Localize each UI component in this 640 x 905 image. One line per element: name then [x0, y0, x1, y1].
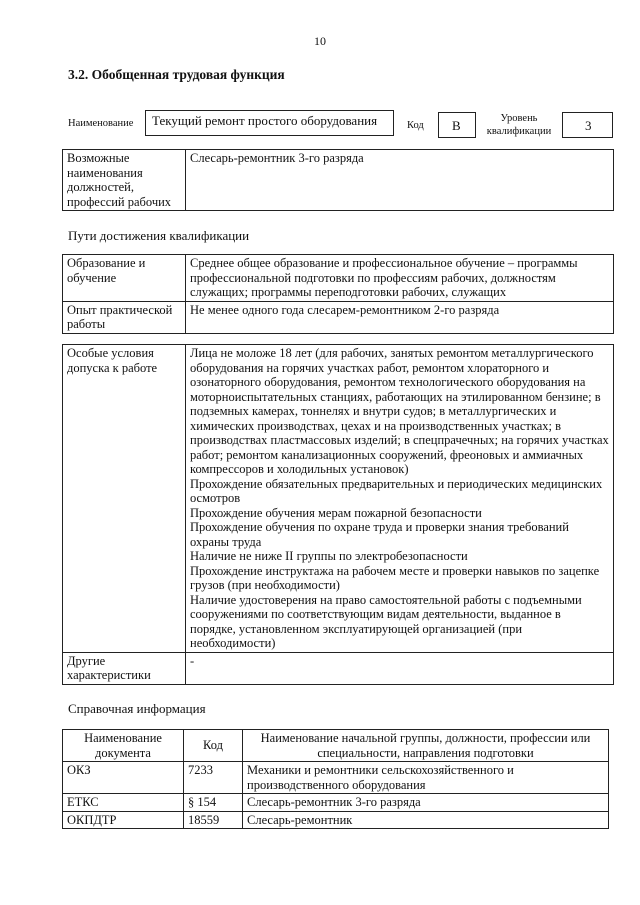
qualification-row-experience: [63, 301, 614, 333]
qualification-row-education: [63, 255, 614, 302]
reference-header-row: [63, 730, 609, 762]
reference-code: 18559: [184, 811, 243, 829]
positions-label-line: должностей,: [67, 180, 134, 194]
reference-name: Слесарь-ремонтник 3-го разряда: [243, 794, 609, 812]
conditions-table: [62, 344, 614, 685]
positions-table: [62, 149, 614, 211]
code-label: Код: [407, 120, 424, 131]
name-value: Текущий ремонт простого оборудования: [152, 113, 378, 128]
condition-paragraph: Прохождение обучения мерам пожарной безопасности: [190, 505, 482, 520]
education-value: Среднее общее образование и профессиональное обучение – программы профессиональной подготовки по профессиям рабочих, должностям служащих; программы переподготовки рабочих, служащих: [186, 255, 614, 302]
reference-row: [63, 811, 609, 829]
special-conditions-label: [63, 345, 186, 653]
condition-paragraph: Прохождение инструктажа на рабочем месте и проверки навыков по зацепке грузов (при необходимости): [190, 563, 600, 592]
positions-label-line: Возможные: [67, 151, 130, 165]
education-label-line: обучение: [67, 270, 117, 285]
section-heading: 3.2. Обобщенная трудовая функция: [68, 67, 285, 82]
experience-label: [63, 301, 186, 333]
reference-title: Справочная информация: [68, 701, 206, 716]
experience-label-line: работы: [67, 317, 106, 331]
special-conditions-label-line: допуска к работе: [67, 360, 158, 375]
experience-value: Не менее одного года слесарем-ремонтником 2-го разряда: [186, 301, 614, 333]
other-characteristics-label-line: Другие: [67, 653, 106, 668]
condition-paragraph: Прохождение обязательных предварительных и периодических медицинских осмотров: [190, 476, 603, 505]
level-label-line1: Уровень: [500, 113, 538, 124]
page-number: 10: [314, 34, 326, 48]
level-value: 3: [585, 118, 592, 133]
experience-label-line: Опыт практической: [67, 302, 173, 317]
reference-name: Механики и ремонтники сельскохозяйственного и производственного оборудования: [243, 762, 609, 794]
reference-name: Слесарь-ремонтник: [243, 811, 609, 829]
positions-label: [63, 150, 186, 211]
reference-header-name: Наименование начальной группы, должности, профессии или специальности, направления подготовки: [243, 730, 609, 762]
condition-paragraph: Лица не моложе 18 лет (для рабочих, занятых ремонтом металлургического оборудования на горячих участках работ, ремонтом хлораторного и озонаторного оборудования, ремонтом технологического оборудования на моторноиспытательных станциях, работающих на этилированном бензине; в подземных камерах, тоннелях и внутри судов; в металлургических и химических производствах, цехах и на производственных участках; в производствах пластмассовых изделий; в спецпрачечных; на горячих участках работ; ремонтом канализационных сооружений, фреоновых и аммиачных компрессоров и холодильных установок): [190, 346, 609, 476]
code-value-box: [438, 112, 476, 138]
positions-label-line: наименования: [67, 165, 143, 180]
other-characteristics-label-line: характеристики: [67, 668, 151, 682]
condition-paragraph: Наличие удостоверения на право самостоятельной работы с подъемными сооружениями по соответствующим видам деятельности, выданное в порядке, установленном эксплуатирующей организацией (при необходимости): [190, 592, 582, 650]
positions-label-line: профессий рабочих: [67, 194, 172, 209]
code-value: B: [452, 118, 461, 133]
conditions-row-other: [63, 652, 614, 684]
level-label: [484, 112, 554, 138]
reference-table: [62, 729, 609, 829]
level-value-box: [562, 112, 613, 138]
reference-code: § 154: [184, 794, 243, 812]
reference-header-code: Код: [184, 730, 243, 762]
other-characteristics-value: -: [186, 652, 614, 684]
special-conditions-label-line: Особые условия: [67, 346, 154, 360]
qualification-paths-title: Пути достижения квалификации: [68, 228, 250, 243]
education-label: [63, 255, 186, 302]
reference-code: 7233: [184, 762, 243, 794]
condition-paragraph: Прохождение обучения по охране труда и проверки знания требований охраны труда: [190, 520, 569, 549]
conditions-row-special: [63, 345, 614, 653]
education-label-line: Образование и: [67, 256, 146, 270]
reference-row: [63, 794, 609, 812]
level-label-line2: квалификации: [486, 126, 552, 137]
name-value-box: [145, 110, 394, 136]
special-conditions-value: [186, 345, 614, 653]
reference-row: [63, 762, 609, 794]
other-characteristics-label: [63, 652, 186, 684]
name-label: Наименование: [68, 118, 134, 129]
positions-value: Слесарь-ремонтник 3-го разряда: [186, 150, 614, 211]
qualification-paths-table: [62, 254, 614, 334]
condition-paragraph: Наличие не ниже II группы по электробезопасности: [190, 549, 468, 563]
positions-row: [63, 150, 614, 211]
reference-header-doc: Наименование документа: [63, 730, 184, 762]
reference-doc: ОКЗ: [63, 762, 184, 794]
reference-doc: ОКПДТР: [63, 811, 184, 829]
reference-doc: ЕТКС: [63, 794, 184, 812]
